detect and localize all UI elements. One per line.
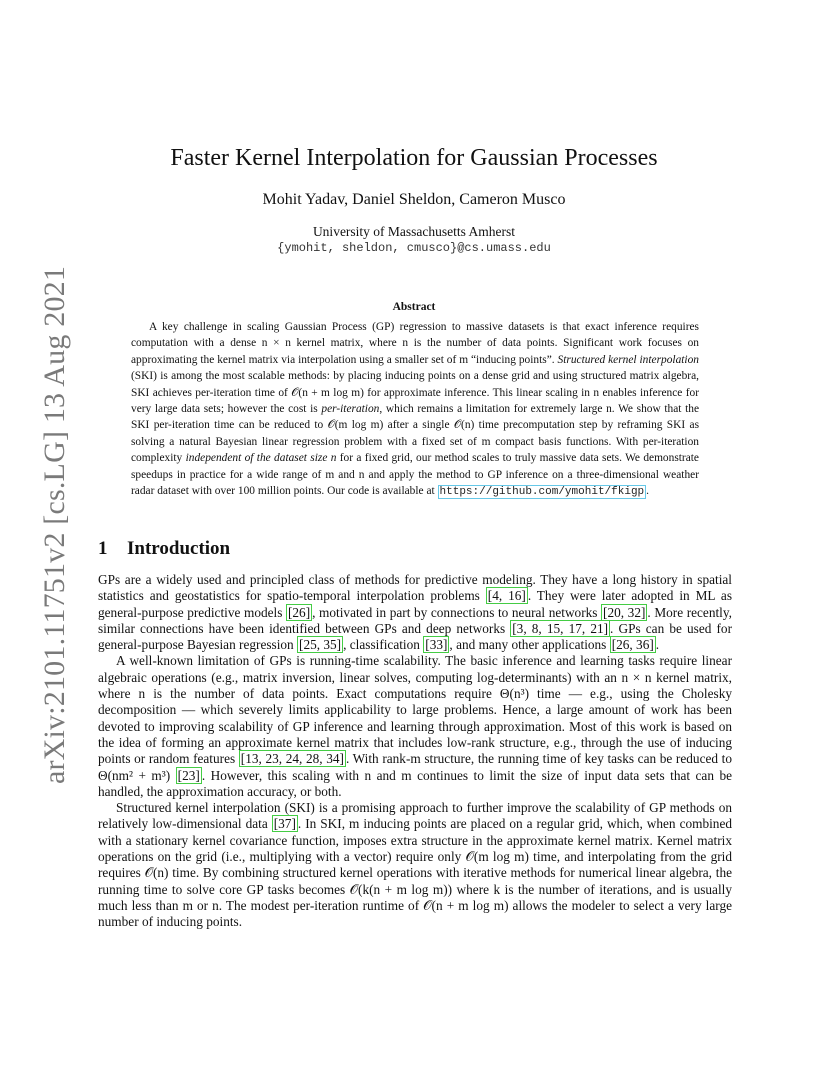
intro-paragraph-1 [98,572,732,653]
intro-text: , classification [343,637,424,653]
intro-text: . GPs can be used for general-purpose Bayesian regression [98,620,732,653]
citation-link[interactable]: [4, 16] [487,588,526,604]
introduction-body [98,572,732,931]
section-number: 1 [98,538,108,559]
intro-text: A well-known limitation of GPs is running-time scalability. The basic inference and learning tasks require linear algebraic operations (e.g., matrix inversion, linear solves, computing log-determinants) with an n × n kernel matrix, where n is the number of data points. Exact computations require Θ(n³) time — e.g., using the Cholesky decomposition — which severely limits applicability to large problems. Hence, a large amount of work has been devoted to improving scalability of GP inference and learning through approximation. Most of this work is based on the idea of forming an approximate kernel matrix that includes low-rank structure, e.g., through the use of inducing points or random features [98,653,732,767]
intro-paragraph-3 [98,800,732,930]
abstract-end: . [646,485,650,498]
citation-link[interactable]: [33] [425,637,448,653]
intro-text: . They were later adopted in ML as general-purpose predictive models [98,588,733,620]
intro-text: GPs are a widely used and principled class of methods for predictive modeling. They have a long history in spatial statistics and geostatistics for spatio-temporal interpolation problems [98,572,732,604]
section-title: Introduction [127,538,231,559]
intro-paragraph-2 [98,653,732,800]
section-heading-introduction [98,538,230,560]
citation-link[interactable]: [37] [273,816,296,832]
citation-link[interactable]: [13, 23, 24, 28, 34] [240,751,344,767]
abstract-part-4: for a fixed grid, our method scales to truly massive data sets. We demonstrate speedups in practice for a wide range of m and n and apply the method to GP inference on a three-dimensional weather radar dataset with over 100 million points. Our code is available at [131,452,699,498]
citation-link[interactable]: [25, 35] [299,637,342,653]
abstract-ski-term: Structured kernel interpolation [557,353,699,366]
abstract-part-1: A key challenge in scaling Gaussian Process (GP) regression to massive datasets is that exact inference requires computation with a dense n × n kernel matrix, where n is the number of data points. Significant work focuses on approximating the kernel matrix via interpolation using a smaller set of m “inducing points”. [131,321,699,366]
intro-text: Structured kernel interpolation (SKI) is a promising approach to further improve the scalability of GP methods on relatively low-dimensional data [98,800,732,832]
arxiv-identifier: arXiv:2101.11751v2 [cs.LG] 13 Aug 2021 [38,265,71,785]
paper-title: Faster Kernel Interpolation for Gaussian Processes [170,145,658,171]
intro-text: . In SKI, m inducing points are placed on a regular grid, which, when combined with a stationary kernel covariance function, imposes extra structure in the approximate kernel matrix. Kernel matrix operations on the grid (i.e., multiplying with a vector) require only 𝒪(m log m) time, and interpolating from the grid requires 𝒪(n) time. By combining structured kernel operations with iterative methods for numerical linear algebra, the running time to solve core GP tasks becomes 𝒪(k(n + m log m)) where k is the number of iterations, and is usually much less than m or n. The modest per-iteration runtime of 𝒪(n + m log m) allows the modeler to select a very large number of inducing points. [98,816,732,930]
intro-text: , motivated in part by connections to neural networks [312,604,602,620]
abstract-text [131,319,699,500]
intro-text: . More recently, similar connections have been identified between GPs and deep networks [98,604,732,636]
intro-text: . [655,637,660,653]
intro-text: . However, this scaling with n and m continues to limit the size of input data sets that can be handled, the approximation accuracy, or both. [98,767,732,799]
abstract-part-2: (SKI) is among the most scalable methods: by placing inducing points on a dense grid and using structured matrix algebra, SKI achieves per-iteration time of 𝒪(n + m log m) for approximate inference. This linear scaling in n enables inference for very large data sets; however the cost is [131,370,699,416]
abstract-per-iteration: per-iteration [321,403,380,416]
intro-text: , and many other applications [449,637,610,653]
citation-link[interactable]: [26, 36] [611,637,654,653]
citation-link[interactable]: [26] [287,604,311,620]
abstract-part-3: , which remains a limitation for extremely large n. We show that the SKI per-iteration time can be reduced to 𝒪(m log m) after a single 𝒪(n) time precomputation step by reframing SKI as solving a natural Bayesian linear regression problem with a fixed set of m compact basis functions. With per-iteration complexity [131,403,700,465]
citation-link[interactable]: [20, 32] [603,604,646,620]
citation-link[interactable]: [3, 8, 15, 17, 21] [512,620,609,636]
author-list: Mohit Yadav, Daniel Sheldon, Cameron Musco [262,191,566,208]
abstract-heading: Abstract [392,301,436,313]
intro-text: . With rank-m structure, the running time of key tasks can be reduced to Θ(nm² + m³) [98,751,732,783]
author-emails: {ymohit, sheldon, cmusco}@cs.umass.edu [277,241,551,255]
citation-link[interactable]: [23] [177,767,200,783]
code-link[interactable]: https://github.com/ymohit/fkigp [439,486,645,499]
affiliation: University of Massachusetts Amherst [312,224,516,239]
abstract-independent-phrase: independent of the dataset size n [185,452,337,465]
